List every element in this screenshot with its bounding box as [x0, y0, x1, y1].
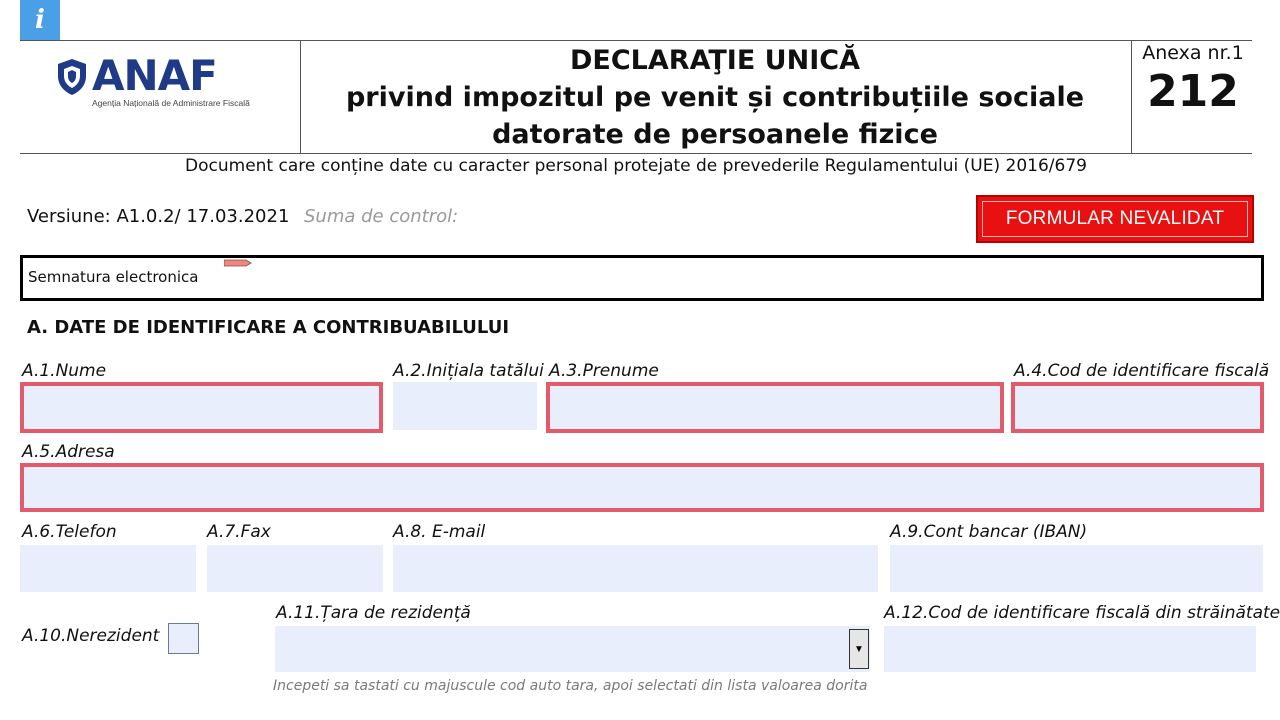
section-a-title: A. DATE DE IDENTIFICARE A CONTRIBUABILULUI: [27, 317, 510, 338]
prenume-input[interactable]: [546, 382, 1004, 433]
title-line-3: datorate de persoanele fizice: [492, 119, 938, 150]
signature-tag-icon: [224, 259, 252, 267]
initiala-input[interactable]: [393, 382, 537, 430]
iban-label: A.9.Cont bancar (IBAN): [890, 522, 1088, 542]
nume-label: A.1.Nume: [22, 361, 107, 381]
header-top-border: [20, 40, 1252, 41]
info-button[interactable]: [20, 0, 60, 40]
annex-number: 212: [1147, 66, 1239, 117]
validation-status-button[interactable]: [976, 195, 1254, 243]
chevron-down-icon: ▼: [854, 643, 864, 655]
checksum-label: Suma de control:: [304, 206, 459, 227]
telefon-input[interactable]: [20, 545, 196, 592]
cif-label: A.4.Cod de identificare fiscală: [1014, 361, 1270, 381]
info-icon: i: [35, 5, 45, 35]
header-bottom-border: [20, 153, 1252, 154]
tara-label: A.11.Țara de rezidență: [276, 603, 471, 623]
annex-label: Anexa nr.1: [1142, 42, 1244, 64]
validation-status-text: FORMULAR NEVALIDAT: [982, 201, 1248, 237]
shield-icon: [56, 58, 88, 96]
title-line-2: privind impozitul pe venit și contribuțiile sociale: [345, 82, 1085, 113]
gdpr-notice: Document care conține date cu caracter personal protejate de prevederile Regulamentului (UE) 2016/679: [185, 156, 1087, 176]
signature-box[interactable]: [20, 255, 1264, 301]
signature-label: Semnatura electronica: [28, 268, 199, 286]
tara-dropdown-button[interactable]: [849, 629, 869, 669]
initiala-label: A.2.Inițiala tatălui: [393, 361, 544, 381]
anaf-logo: [56, 51, 256, 112]
adresa-input[interactable]: [20, 463, 1264, 512]
iban-input[interactable]: [890, 545, 1263, 592]
fax-label: A.7.Fax: [207, 522, 271, 542]
cif-strainatate-input[interactable]: [884, 626, 1256, 672]
email-label: A.8. E-mail: [393, 522, 486, 542]
nerezident-label: A.10.Nerezident: [22, 626, 160, 646]
logo-subtitle: Agenția Națională de Administrare Fiscală: [92, 98, 250, 108]
nume-input[interactable]: [20, 382, 383, 433]
nerezident-checkbox[interactable]: [168, 623, 199, 654]
adresa-label: A.5.Adresa: [22, 442, 115, 462]
fax-input[interactable]: [207, 545, 383, 592]
cif-strainatate-label: A.12.Cod de identificare fiscală din străinătate: [884, 603, 1280, 623]
tara-hint: Incepeti sa tastati cu majuscule cod auto tara, apoi selectati din lista valoarea dorita: [273, 678, 868, 694]
version-info: Versiune: A1.0.2/ 17.03.2021: [27, 206, 290, 227]
title-line-1: DECLARAŢIE UNICĂ: [570, 45, 860, 76]
page-title: [300, 42, 1130, 153]
prenume-label: A.3.Prenume: [549, 361, 659, 381]
cif-input[interactable]: [1011, 382, 1264, 433]
email-input[interactable]: [393, 545, 878, 592]
telefon-label: A.6.Telefon: [22, 522, 117, 542]
tara-combobox[interactable]: [275, 626, 870, 672]
logo-wordmark: ANAF: [92, 51, 217, 100]
